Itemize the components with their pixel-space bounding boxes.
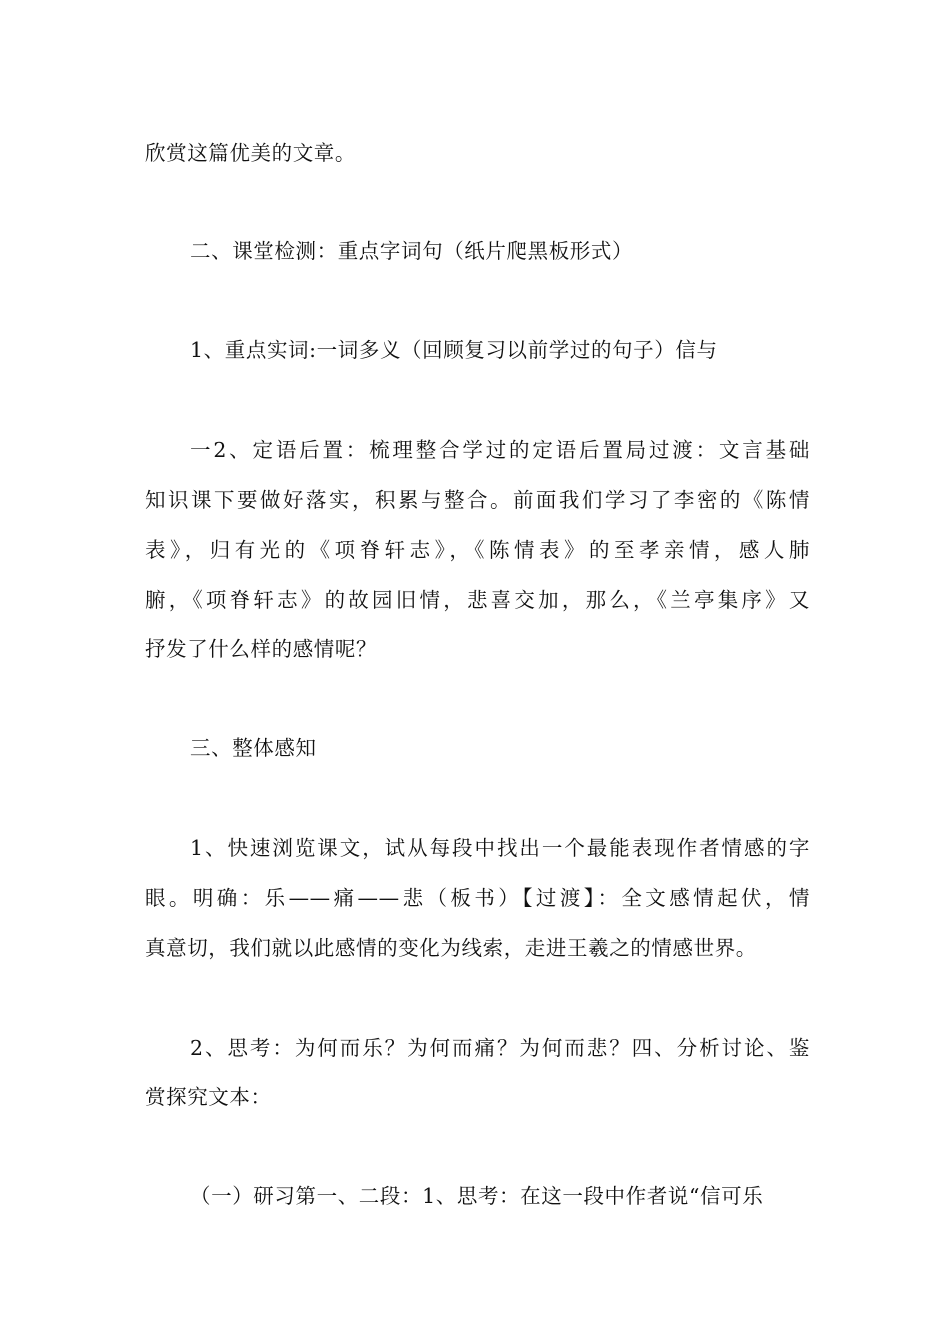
text-line: 知识课下要做好落实，积累与整合。前面我们学习了李密的《陈情	[145, 488, 810, 512]
text-line: 一2、定语后置：梳理整合学过的定语后置局过渡：文言基础	[190, 438, 810, 462]
text-line: 1、重点实词:一词多义（回顾复习以前学过的句子）信与	[190, 338, 718, 362]
section-heading: 二、课堂检测：重点字词句（纸片爬黑板形式）	[190, 239, 634, 263]
text-line: 眼。明确：乐——痛——悲（板书）【过渡】：全文感情起伏，情	[145, 886, 810, 910]
text-line: 抒发了什么样的感情呢？	[145, 637, 378, 661]
text-line: 腑，《项脊轩志》的故园旧情，悲喜交加，那么，《兰亭集序》又	[145, 588, 810, 612]
text-line: 表》，归有光的《项脊轩志》，《陈情表》的至孝亲情，感人肺	[145, 538, 810, 562]
text-line: 2、思考：为何而乐？为何而痛？为何而悲？四、分析讨论、鉴	[190, 1036, 810, 1060]
text-line: 1、快速浏览课文，试从每段中找出一个最能表现作者情感的字	[190, 836, 810, 860]
text-line: 赏探究文本：	[145, 1085, 272, 1109]
section-heading: 三、整体感知	[190, 736, 317, 760]
text-line: （一）研习第一、二段：1、思考：在这一段中作者说“信可乐	[190, 1184, 764, 1208]
text-line: 欣赏这篇优美的文章。	[145, 141, 356, 165]
text-line: 真意切，我们就以此感情的变化为线索，走进王羲之的情感世界。	[145, 936, 757, 960]
